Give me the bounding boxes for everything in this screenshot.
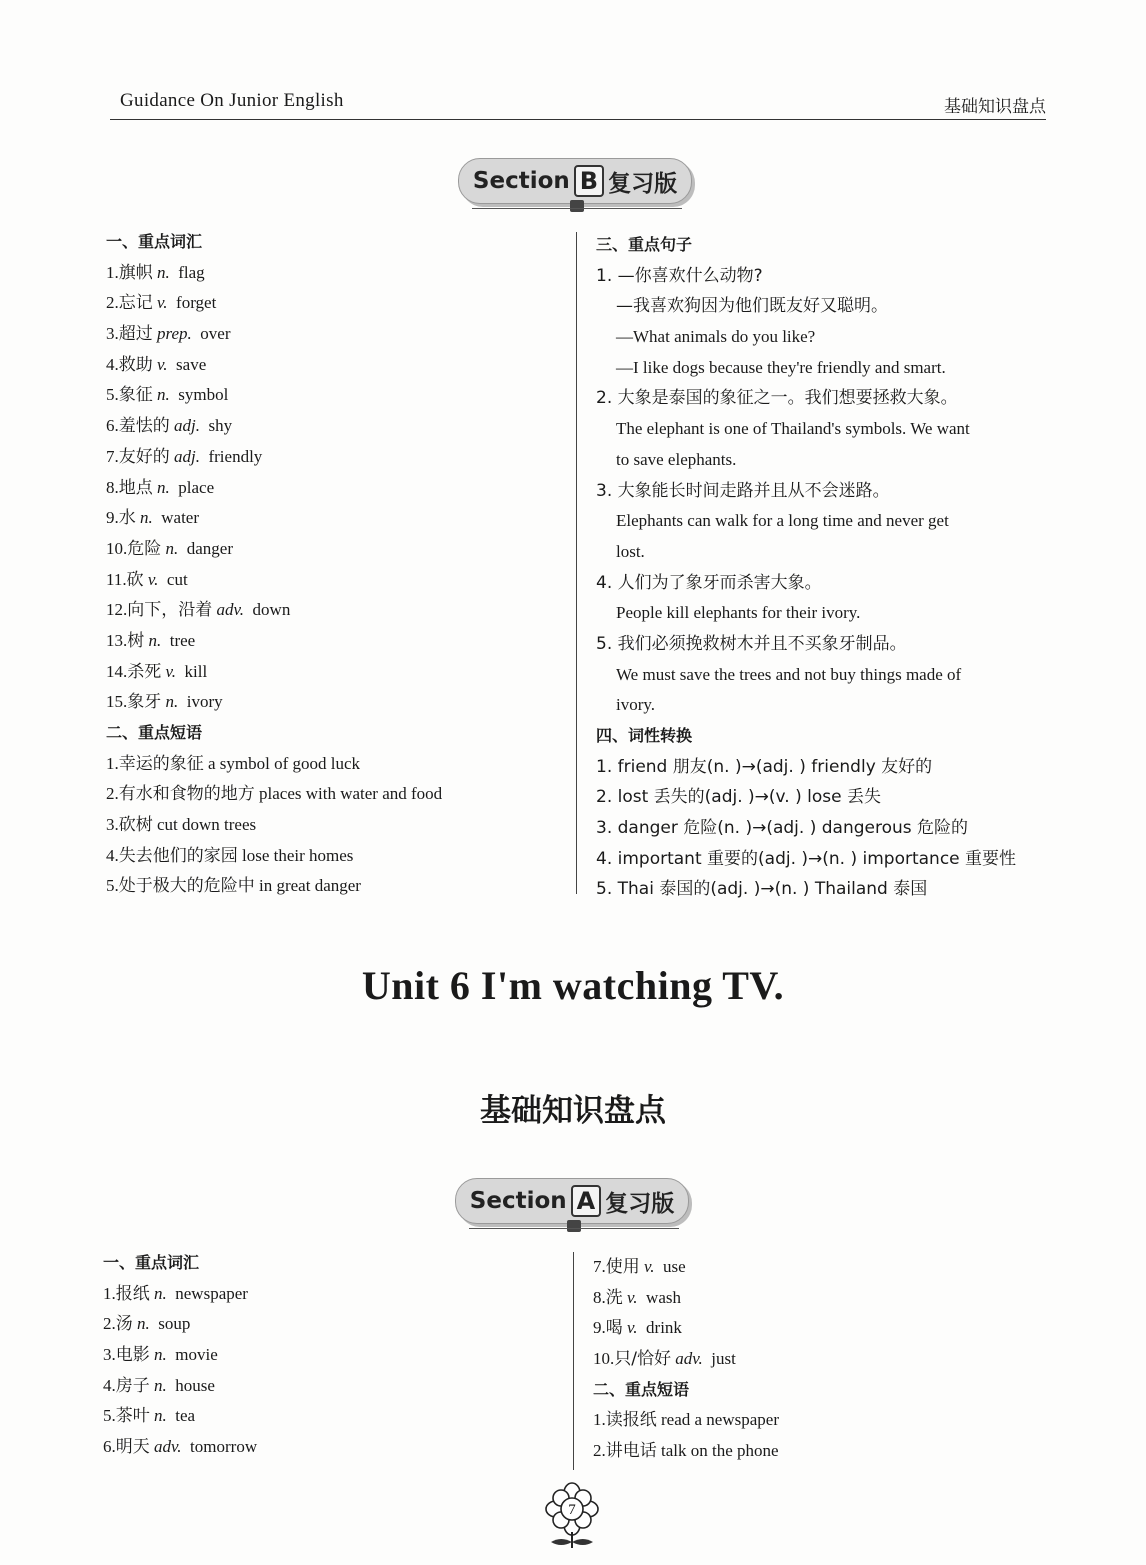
vocab-english: water bbox=[161, 508, 200, 528]
conversion-item: 5. Thai 泰国的(adj. )→(n. ) Thailand 泰国 bbox=[596, 879, 928, 900]
vocab-chinese: 旗帜 bbox=[118, 262, 153, 283]
section-a-banner-letter: A bbox=[571, 1185, 602, 1217]
vocab-number: 8. bbox=[593, 1287, 606, 1307]
vocab-chinese: 树 bbox=[127, 630, 145, 651]
phrase-item bbox=[593, 1405, 1053, 1436]
conversion-item: 2. lost 丢失的(adj. )→(v. ) lose 丢失 bbox=[596, 787, 881, 808]
vocab-english: save bbox=[176, 354, 207, 374]
vocab-number: 5. bbox=[103, 1406, 116, 1426]
vocab-english: shy bbox=[208, 416, 233, 436]
sentence-line: —我喜欢狗因为他们既友好又聪明。 bbox=[616, 296, 888, 317]
vocab-number: 10. bbox=[106, 538, 128, 558]
vocab-chinese: 友好的 bbox=[118, 446, 170, 467]
vocab-number: 14. bbox=[106, 661, 128, 681]
vocab-english: house bbox=[175, 1375, 215, 1395]
section-b-banner-letter: B bbox=[574, 165, 604, 197]
unit-title: Unit 6 I'm watching TV. bbox=[361, 963, 785, 1008]
vocab-part-of-speech: n. bbox=[154, 1406, 167, 1426]
vocab-item bbox=[106, 319, 566, 350]
section-b-conversions-heading: 四、词性转换 bbox=[596, 726, 693, 745]
vocab-chinese: 忘记 bbox=[118, 293, 153, 314]
header-rule bbox=[110, 119, 1046, 120]
vocab-part-of-speech: adv. bbox=[154, 1437, 182, 1457]
phrase-number: 4. bbox=[106, 845, 119, 865]
vocab-chinese: 使用 bbox=[605, 1257, 640, 1277]
phrase-number: 1. bbox=[593, 1410, 606, 1430]
conversion-item: 4. important 重要的(adj. )→(n. ) importance 重要性 bbox=[596, 848, 1017, 869]
vocab-part-of-speech: v. bbox=[627, 1318, 638, 1338]
phrase-number: 3. bbox=[106, 815, 119, 835]
phrase-item bbox=[106, 810, 566, 841]
vocab-number: 15. bbox=[106, 692, 128, 712]
section-b-vocab-list bbox=[106, 258, 566, 718]
phrase-item bbox=[593, 1436, 1053, 1467]
vocab-number: 6. bbox=[106, 416, 119, 436]
vocab-item bbox=[106, 442, 566, 473]
vocab-item bbox=[106, 473, 566, 504]
sentence-line: Elephants can walk for a long time and never get bbox=[616, 511, 949, 531]
vocab-part-of-speech: v. bbox=[644, 1257, 655, 1276]
vocab-item bbox=[106, 595, 566, 626]
vocab-item bbox=[106, 258, 566, 289]
section-a-banner-suffix: 复习版 bbox=[605, 1190, 675, 1217]
vocab-chinese: 只/恰好 bbox=[614, 1349, 671, 1370]
header-section-title: 基础知识盘点 bbox=[944, 97, 1046, 117]
vocab-number: 4. bbox=[106, 354, 119, 374]
vocab-chinese: 电影 bbox=[115, 1345, 150, 1366]
vocab-item bbox=[106, 626, 566, 657]
section-a-vocab-list-right bbox=[593, 1252, 1053, 1375]
vocab-number: 7. bbox=[593, 1257, 606, 1276]
vocab-chinese: 汤 bbox=[115, 1314, 133, 1335]
section-a-banner-plate bbox=[455, 1178, 689, 1224]
vocab-english: use bbox=[663, 1257, 686, 1276]
phrase-item bbox=[106, 841, 566, 872]
sentence-line: 1. —你喜欢什么动物? bbox=[596, 265, 763, 286]
sentence-line: 2. 大象是泰国的象征之一。我们想要拯救大象。 bbox=[596, 388, 958, 409]
vocab-part-of-speech: n. bbox=[154, 1375, 167, 1395]
vocab-chinese: 房子 bbox=[115, 1375, 150, 1396]
vocab-part-of-speech: v. bbox=[157, 354, 168, 374]
vocab-number: 7. bbox=[106, 446, 119, 466]
vocab-item bbox=[103, 1432, 563, 1463]
vocab-item bbox=[593, 1344, 1053, 1375]
vocab-item bbox=[106, 411, 566, 442]
phrase-number: 2. bbox=[106, 784, 119, 804]
phrase-english: places with water and food bbox=[259, 784, 443, 804]
conversion-item: 3. danger 危险(n. )→(adj. ) dangerous 危险的 bbox=[596, 818, 969, 839]
sentence-line: The elephant is one of Thailand's symbols. We want bbox=[616, 419, 970, 439]
phrase-english: lose their homes bbox=[242, 845, 354, 865]
banner-underline bbox=[472, 208, 682, 209]
banner-stand-icon bbox=[567, 1220, 581, 1232]
section-a-vocab-heading: 一、重点词汇 bbox=[103, 1253, 200, 1272]
vocab-item bbox=[103, 1371, 563, 1402]
conversion-item: 1. friend 朋友(n. )→(adj. ) friendly 友好的 bbox=[596, 756, 933, 777]
vocab-item bbox=[106, 687, 566, 718]
sentence-line: —What animals do you like? bbox=[616, 327, 816, 347]
section-a-left-column bbox=[103, 1248, 563, 1463]
vocab-part-of-speech: prep. bbox=[157, 324, 192, 344]
vocab-number: 11. bbox=[106, 569, 127, 589]
vocab-item bbox=[103, 1401, 563, 1432]
vocab-english: just bbox=[711, 1349, 736, 1369]
vocab-part-of-speech: n. bbox=[148, 630, 162, 650]
vocab-english: cut bbox=[166, 569, 188, 589]
sentence-line: ivory. bbox=[616, 695, 656, 715]
vocab-english: over bbox=[200, 324, 231, 344]
vocab-part-of-speech: n. bbox=[165, 692, 179, 712]
phrase-item bbox=[106, 749, 566, 780]
section-b-left-column bbox=[106, 227, 566, 902]
vocab-item bbox=[103, 1309, 563, 1340]
vocab-english: forget bbox=[176, 293, 217, 313]
vocab-english: friendly bbox=[208, 446, 263, 466]
section-b-vocab-heading: 一、重点词汇 bbox=[106, 232, 203, 251]
phrase-number: 2. bbox=[593, 1441, 606, 1461]
vocab-chinese: 象牙 bbox=[127, 692, 162, 713]
vocab-item bbox=[106, 565, 566, 596]
vocab-english: tea bbox=[175, 1406, 196, 1426]
vocab-part-of-speech: n. bbox=[154, 1283, 167, 1303]
sentence-line: —I like dogs because they're friendly and smart. bbox=[616, 357, 946, 377]
phrase-number: 5. bbox=[106, 876, 119, 896]
vocab-chinese: 砍 bbox=[126, 569, 144, 590]
vocab-item bbox=[593, 1252, 1053, 1283]
vocab-number: 5. bbox=[106, 385, 119, 405]
sentence-line: to save elephants. bbox=[616, 449, 737, 469]
banner-underline bbox=[469, 1228, 679, 1229]
vocab-english: movie bbox=[175, 1345, 218, 1365]
unit-subtitle: 基础知识盘点 bbox=[480, 1093, 666, 1129]
phrase-chinese: 幸运的象征 bbox=[118, 753, 204, 774]
vocab-item bbox=[103, 1340, 563, 1371]
vocab-chinese: 地点 bbox=[118, 477, 153, 498]
vocab-chinese: 象征 bbox=[118, 385, 153, 406]
vocab-item bbox=[593, 1283, 1053, 1314]
vocab-chinese: 危险 bbox=[127, 538, 162, 559]
vocab-number: 3. bbox=[103, 1345, 116, 1365]
phrase-english: in great danger bbox=[259, 876, 361, 896]
vocab-english: tree bbox=[169, 630, 196, 650]
vocab-number: 2. bbox=[103, 1314, 116, 1334]
vocab-chinese: 羞怯的 bbox=[118, 416, 170, 437]
phrase-item bbox=[106, 779, 566, 810]
section-b-sentences-list bbox=[596, 261, 1056, 721]
sentence-line: 3. 大象能长时间走路并且从不会迷路。 bbox=[596, 480, 890, 501]
sentence-line: lost. bbox=[616, 541, 645, 561]
vocab-part-of-speech: n. bbox=[140, 508, 153, 528]
vocab-number: 13. bbox=[106, 630, 128, 650]
phrase-english: cut down trees bbox=[157, 815, 257, 835]
phrase-chinese: 有水和食物的地方 bbox=[118, 784, 255, 805]
vocab-part-of-speech: v. bbox=[165, 661, 177, 681]
vocab-chinese: 水 bbox=[118, 508, 136, 529]
phrase-chinese: 处于极大的危险中 bbox=[118, 876, 255, 897]
vocab-part-of-speech: adj. bbox=[174, 446, 200, 466]
vocab-english: down bbox=[252, 600, 291, 620]
vocab-item bbox=[106, 534, 566, 565]
phrase-chinese: 讲电话 bbox=[605, 1441, 657, 1462]
section-a-banner-word: Section bbox=[469, 1188, 567, 1214]
vocab-part-of-speech: v. bbox=[147, 569, 159, 589]
page-number-flower-icon bbox=[537, 1480, 607, 1550]
sentence-line: We must save the trees and not buy things made of bbox=[616, 664, 962, 684]
vocab-part-of-speech: n. bbox=[157, 262, 170, 282]
vocab-part-of-speech: n. bbox=[157, 385, 170, 405]
vocab-english: tomorrow bbox=[190, 1437, 258, 1457]
vocab-part-of-speech: adv. bbox=[675, 1349, 703, 1369]
sentence-line: 4. 人们为了象牙而杀害大象。 bbox=[596, 572, 822, 593]
vocab-item bbox=[103, 1279, 563, 1310]
vocab-number: 4. bbox=[103, 1375, 116, 1395]
vocab-english: newspaper bbox=[175, 1283, 248, 1303]
section-b-banner-plate bbox=[458, 158, 692, 204]
section-a-column-divider bbox=[573, 1252, 574, 1470]
vocab-chinese: 救助 bbox=[118, 354, 153, 375]
section-b-banner bbox=[458, 158, 698, 214]
banner-stand-icon bbox=[570, 200, 584, 212]
sentence-line: 5. 我们必须挽救树木并且不买象牙制品。 bbox=[596, 633, 907, 654]
vocab-english: flag bbox=[178, 262, 205, 282]
sentence-line: People kill elephants for their ivory. bbox=[616, 603, 861, 623]
vocab-number: 8. bbox=[106, 477, 119, 497]
vocab-english: wash bbox=[646, 1287, 681, 1307]
vocab-english: place bbox=[178, 477, 215, 497]
vocab-chinese: 明天 bbox=[115, 1437, 150, 1458]
section-b-phrases-heading: 二、重点短语 bbox=[106, 723, 203, 742]
vocab-part-of-speech: adv. bbox=[216, 600, 245, 620]
section-b-conversions-list bbox=[596, 752, 1056, 905]
section-b-sentences-heading: 三、重点句子 bbox=[596, 235, 693, 254]
vocab-english: ivory bbox=[186, 692, 223, 712]
section-a-banner bbox=[455, 1178, 695, 1234]
vocab-item bbox=[593, 1313, 1053, 1344]
section-b-banner-word: Section bbox=[472, 168, 570, 194]
vocab-chinese: 洗 bbox=[605, 1287, 623, 1308]
header-book-title: Guidance On Junior English bbox=[120, 90, 344, 111]
section-a-right-column bbox=[593, 1252, 1053, 1467]
vocab-part-of-speech: adj. bbox=[174, 416, 200, 436]
vocab-english: kill bbox=[184, 661, 208, 681]
vocab-item bbox=[106, 657, 566, 688]
page-number: 7 bbox=[568, 1502, 576, 1518]
phrase-number: 1. bbox=[106, 753, 119, 773]
vocab-number: 2. bbox=[106, 293, 119, 313]
vocab-item bbox=[106, 288, 566, 319]
vocab-number: 1. bbox=[106, 262, 119, 282]
phrase-chinese: 失去他们的家园 bbox=[118, 845, 238, 866]
phrase-english: talk on the phone bbox=[661, 1441, 779, 1461]
phrase-english: a symbol of good luck bbox=[208, 753, 361, 773]
vocab-part-of-speech: v. bbox=[627, 1287, 638, 1307]
vocab-number: 12. bbox=[106, 600, 128, 620]
vocab-number: 3. bbox=[106, 324, 119, 344]
section-a-phrases-list bbox=[593, 1405, 1053, 1466]
phrase-chinese: 读报纸 bbox=[605, 1410, 657, 1431]
vocab-chinese: 喝 bbox=[605, 1318, 623, 1339]
vocab-part-of-speech: v. bbox=[157, 293, 168, 313]
vocab-part-of-speech: n. bbox=[154, 1345, 167, 1365]
vocab-chinese: 超过 bbox=[118, 324, 153, 345]
vocab-english: soup bbox=[158, 1314, 191, 1334]
vocab-number: 10. bbox=[593, 1349, 615, 1369]
vocab-number: 9. bbox=[106, 508, 119, 528]
vocab-number: 9. bbox=[593, 1318, 606, 1338]
vocab-part-of-speech: n. bbox=[165, 538, 179, 558]
section-a-phrases-heading: 二、重点短语 bbox=[593, 1379, 690, 1399]
vocab-item bbox=[106, 380, 566, 411]
vocab-chinese: 茶叶 bbox=[115, 1406, 150, 1427]
vocab-english: symbol bbox=[178, 385, 229, 405]
vocab-chinese: 报纸 bbox=[115, 1283, 150, 1304]
section-b-phrases-list bbox=[106, 749, 566, 902]
phrase-english: read a newspaper bbox=[661, 1410, 779, 1430]
vocab-chinese: 杀死 bbox=[127, 661, 162, 682]
section-a-vocab-list-left bbox=[103, 1279, 563, 1463]
phrase-chinese: 砍树 bbox=[118, 815, 153, 836]
phrase-item bbox=[106, 871, 566, 902]
vocab-item bbox=[106, 350, 566, 381]
vocab-english: drink bbox=[646, 1318, 682, 1338]
section-b-banner-suffix: 复习版 bbox=[608, 170, 678, 197]
vocab-part-of-speech: n. bbox=[137, 1314, 150, 1334]
vocab-english: danger bbox=[186, 538, 234, 558]
vocab-number: 6. bbox=[103, 1437, 116, 1457]
vocab-part-of-speech: n. bbox=[157, 477, 170, 497]
section-b-right-column bbox=[596, 230, 1056, 905]
vocab-item bbox=[106, 503, 566, 534]
section-b-column-divider bbox=[576, 232, 577, 894]
vocab-chinese: 向下，沿着 bbox=[127, 600, 213, 621]
vocab-number: 1. bbox=[103, 1283, 116, 1303]
